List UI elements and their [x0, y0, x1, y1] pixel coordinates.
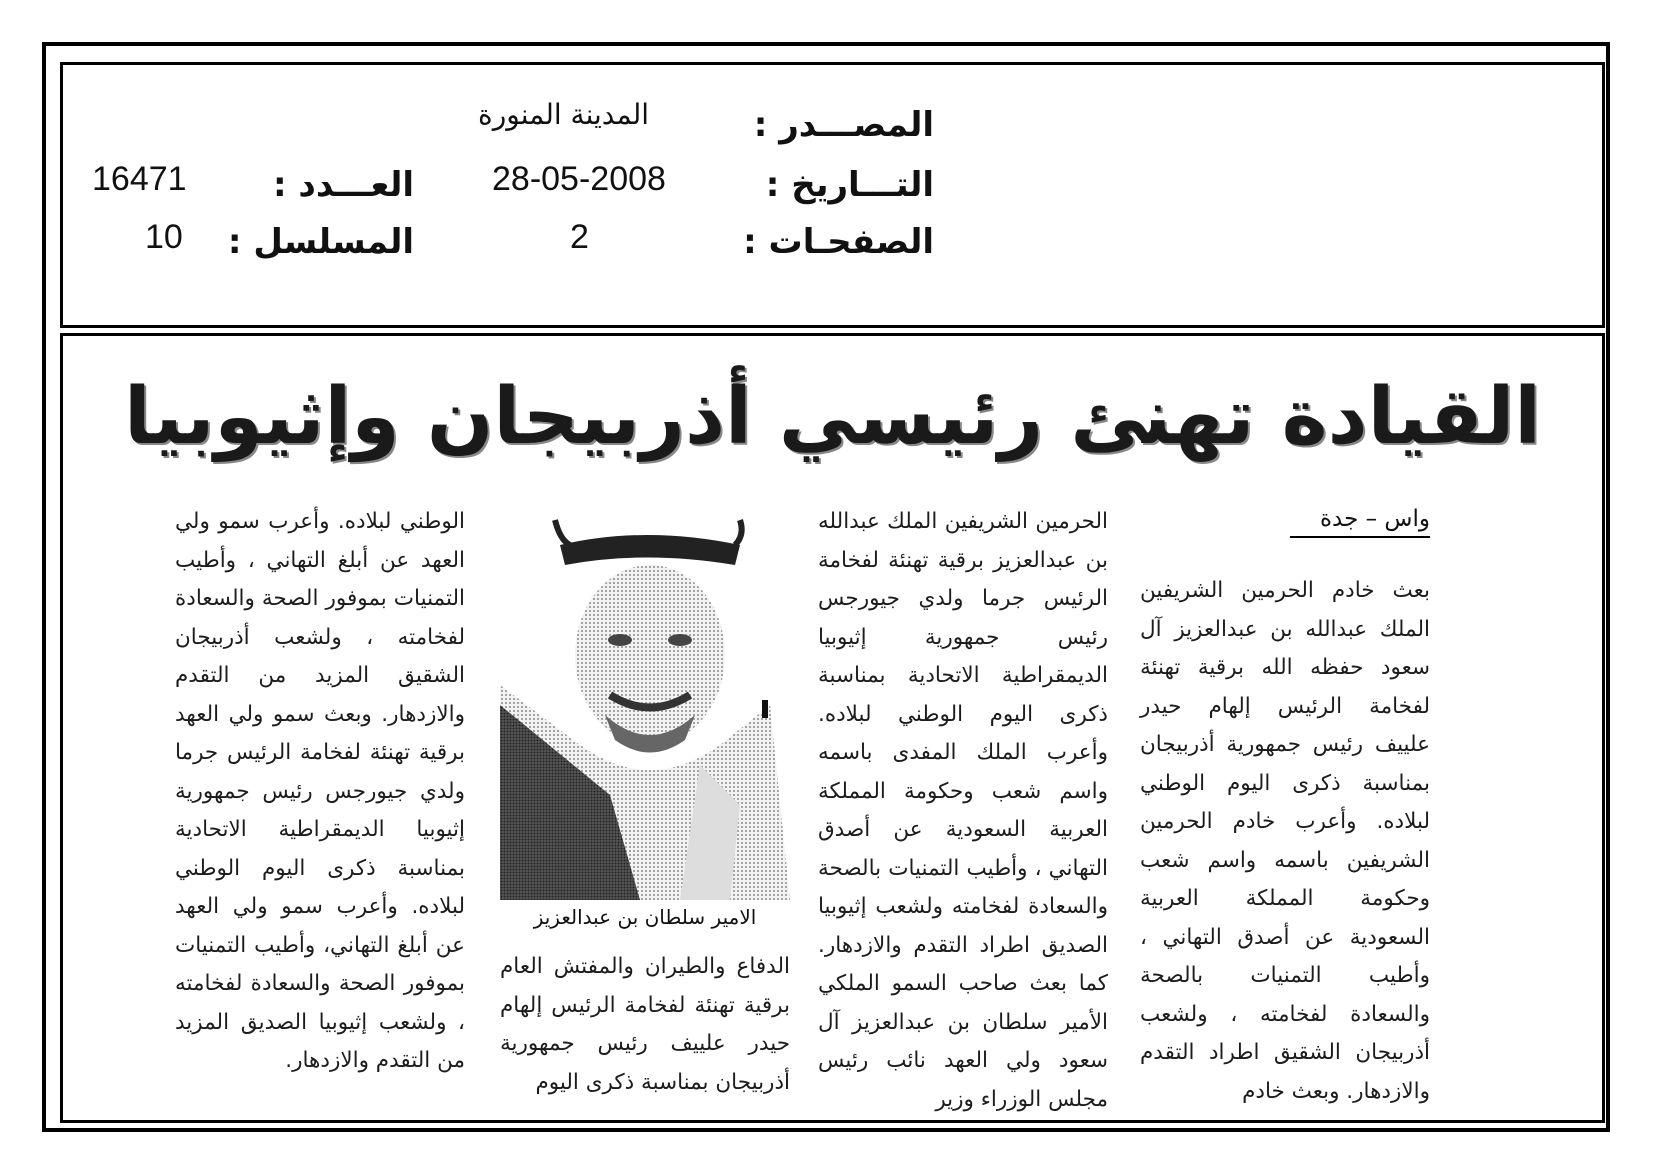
issue-value: 16471 [92, 160, 187, 198]
photo-caption: الامير سلطان بن عبدالعزيز [533, 905, 757, 929]
article-column-2 [818, 503, 1108, 1119]
article-headline: القيادة تهنئ رئيسي أذربيجان وإثيوبيا [124, 372, 1541, 462]
dateline: واس – جدة [1290, 506, 1430, 538]
column-2-text: الحرمين الشريفين الملك عبدالله بن عبدالعزيز برقية تهنئة لفخامة الرئيس جرما ولدي جيورجس رئيس جمهورية إثيوبيا الديمقراطية الاتحادية بمناسبة ذكرى اليوم الوطني لبلاده. وأعرب الملك المفدى باسمه واسم شعب وحكومة المملكة العربية السعودية عن أصدق التهاني ، وأطيب التمنيات بالصحة والسعادة لفخامته ولشعب إثيوبيا الصديق اطراد التقدم والازدهار. كما بعث صاحب السمو الملكي الأمير سلطان بن عبدالعزيز آل سعود ولي العهد نائب رئيس مجلس الوزراء وزير [818, 509, 1108, 1112]
date-value: 28-05-2008 [492, 160, 666, 198]
column-3-text: الدفاع والطيران والمفتش العام برقية تهنئة لفخامة الرئيس إلهام حيدر علييف رئيس جمهورية أذربيجان بمناسبة ذكرى اليوم [500, 954, 790, 1095]
article-column-1 [1140, 572, 1430, 1111]
portrait-photo [500, 505, 790, 900]
serial-value: 10 [145, 218, 183, 256]
column-4-text: الوطني لبلاده. وأعرب سمو ولي العهد عن أبلغ التهاني ، وأطيب التمنيات بموفور الصحة والسعادة لفخامته ، ولشعب أذربيجان الشقيق المزيد من التقدم والازدهار. وبعث سمو ولي العهد برقية تهنئة لفخامة الرئيس جرما ولدي جيورجس رئيس جمهورية إثيوبيا الديمقراطية الاتحادية بمناسبة ذكرى اليوم الوطني لبلاده. وأعرب سمو ولي العهد عن أبلغ التهاني، وأطيب التمنيات بموفور الصحة والسعادة لفخامته ، ولشعب إثيوبيا الصديق المزيد من التقدم والازدهار. [175, 509, 465, 1073]
source-value: المدينة المنورة [478, 98, 649, 131]
article-column-4 [175, 503, 465, 1081]
serial-label: المسلسل : [227, 222, 414, 262]
pages-value: 2 [570, 218, 589, 256]
source-label: المصـــدر : [753, 105, 934, 145]
pages-label: الصفحـات : [743, 222, 934, 262]
issue-label: العـــدد : [273, 165, 414, 205]
article-column-3 [500, 948, 790, 1102]
column-1-text: بعث خادم الحرمين الشريفين الملك عبدالله بن عبدالعزيز آل سعود حفظه الله برقية تهنئة لفخامة الرئيس إلهام حيدر علييف رئيس جمهورية أذربيجان بمناسبة ذكرى اليوم الوطني لبلاده. وأعرب خادم الحرمين الشريفين باسمه واسم شعب وحكومة المملكة العربية السعودية عن أصدق التهاني ، وأطيب التمنيات بالصحة والسعادة لفخامته ، ولشعب أذربيجان الشقيق اطراد التقدم والازدهار. وبعث خادم [1140, 578, 1430, 1104]
date-label: التـــاريخ : [765, 165, 934, 205]
